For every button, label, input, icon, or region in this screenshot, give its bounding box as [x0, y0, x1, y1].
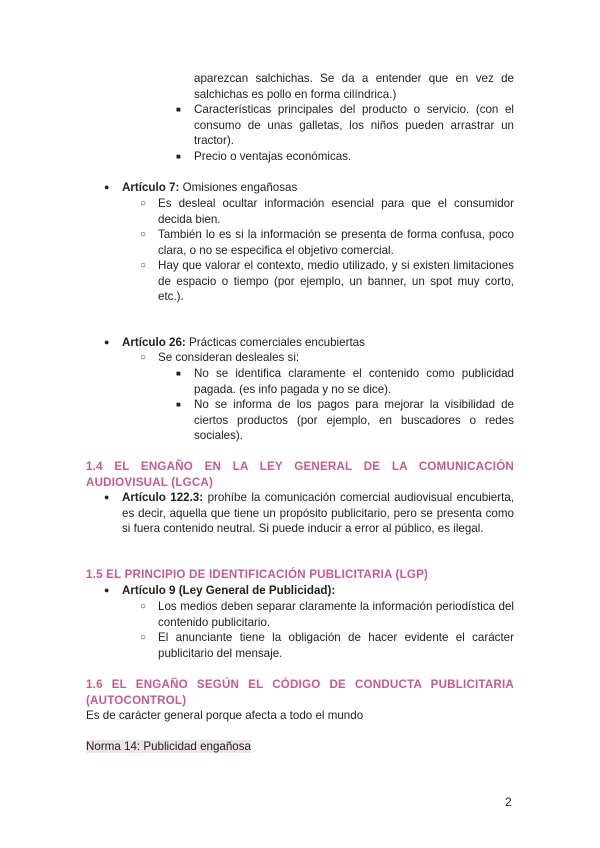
- circle-bullet-icon: ○: [140, 260, 147, 271]
- article-text: prohíbe la comunicación comercial audiovisual encubierta, es decir, aquella que tiene un propósito publicitario, pero se presenta como si fuera contenido neutral. Si puede inducir a error al público, es ilegal.: [122, 491, 514, 535]
- list-item: No se informa de los pagos para mejorar la visibilidad de ciertos productos (por ejemplo, en buscadores o redes sociales).: [194, 398, 514, 442]
- circle-bullet-icon: ○: [140, 601, 147, 612]
- article-label: Artículo 122.3:: [122, 491, 204, 504]
- square-bullet-icon: ■: [176, 369, 181, 378]
- list-item-art122: [122, 490, 514, 537]
- section-heading: 1.5 EL PRINCIPIO DE IDENTIFICACIÓN PUBLICITARIA (LGP): [86, 568, 429, 581]
- bullet-icon: ●: [104, 337, 110, 347]
- circle-bullet-icon: ○: [140, 632, 147, 643]
- list-item: Los medios deben separar claramente la información periodística del contenido publicitario.: [158, 600, 514, 629]
- norm-label: Norma 14: Publicidad engañosa: [86, 740, 251, 753]
- circle-bullet-icon: ○: [140, 352, 147, 363]
- article-title: Omisiones engañosas: [179, 181, 298, 194]
- circle-bullet-icon: ○: [140, 229, 147, 240]
- article-title: Prácticas comerciales encubiertas: [185, 336, 365, 349]
- page-number: 2: [505, 795, 512, 809]
- list-item: Es desleal ocultar información esencial para que el consumidor decida bien.: [158, 197, 514, 226]
- article-label: Artículo 7:: [122, 181, 180, 194]
- list-item: Se consideran desleales si:: [158, 351, 300, 364]
- list-item: Características principales del producto o servicio. (con el consumo de unas galletas, los niños pueden arrastrar un tractor).: [194, 103, 514, 147]
- bullet-icon: ●: [104, 182, 110, 192]
- list-item-text: aparezcan salchichas. Se da a entender que en vez de: [194, 72, 514, 85]
- list-item-art26: [122, 335, 514, 351]
- list-item-art9: [122, 583, 514, 599]
- list-item: Hay que valorar el contexto, medio utilizado, y si existen limitaciones de espacio o tiempo (por ejemplo, un banner, un spot muy corto, etc.).: [158, 259, 514, 303]
- article-label: Artículo 26:: [122, 336, 186, 349]
- section-heading: 1.6 EL ENGAÑO SEGÚN EL CÓDIGO DE CONDUCTA PUBLICITARIA (AUTOCONTROL): [86, 678, 514, 707]
- list-item: Precio o ventajas económicas.: [194, 150, 352, 163]
- list-item: También lo es si la información se presenta de forma confusa, poco clara, o no se especifica el objetivo comercial.: [158, 228, 514, 257]
- highlighted-norm: [86, 739, 251, 755]
- section-heading: 1.4 EL ENGAÑO EN LA LEY GENERAL DE LA COMUNICACIÓN AUDIOVISUAL (LGCA): [86, 460, 514, 489]
- article-label: Artículo 9 (Ley General de Publicidad):: [122, 584, 336, 597]
- bullet-icon: ●: [104, 585, 110, 595]
- list-item-art7: [122, 180, 514, 196]
- circle-bullet-icon: ○: [140, 198, 147, 209]
- list-item: No se identifica claramente el contenido como publicidad pagada. (es info pagada y no se dice).: [194, 367, 514, 396]
- list-item: El anunciante tiene la obligación de hacer evidente el carácter publicitario del mensaje.: [158, 631, 514, 660]
- square-bullet-icon: ■: [176, 152, 181, 161]
- list-item-continued: [194, 71, 514, 102]
- paragraph: Es de carácter general porque afecta a todo el mundo: [86, 709, 364, 722]
- square-bullet-icon: ■: [176, 105, 181, 114]
- list-item-text: salchichas es pollo en forma cilíndrica.): [194, 87, 397, 101]
- square-bullet-icon: ■: [176, 400, 181, 409]
- bullet-icon: ●: [104, 492, 110, 502]
